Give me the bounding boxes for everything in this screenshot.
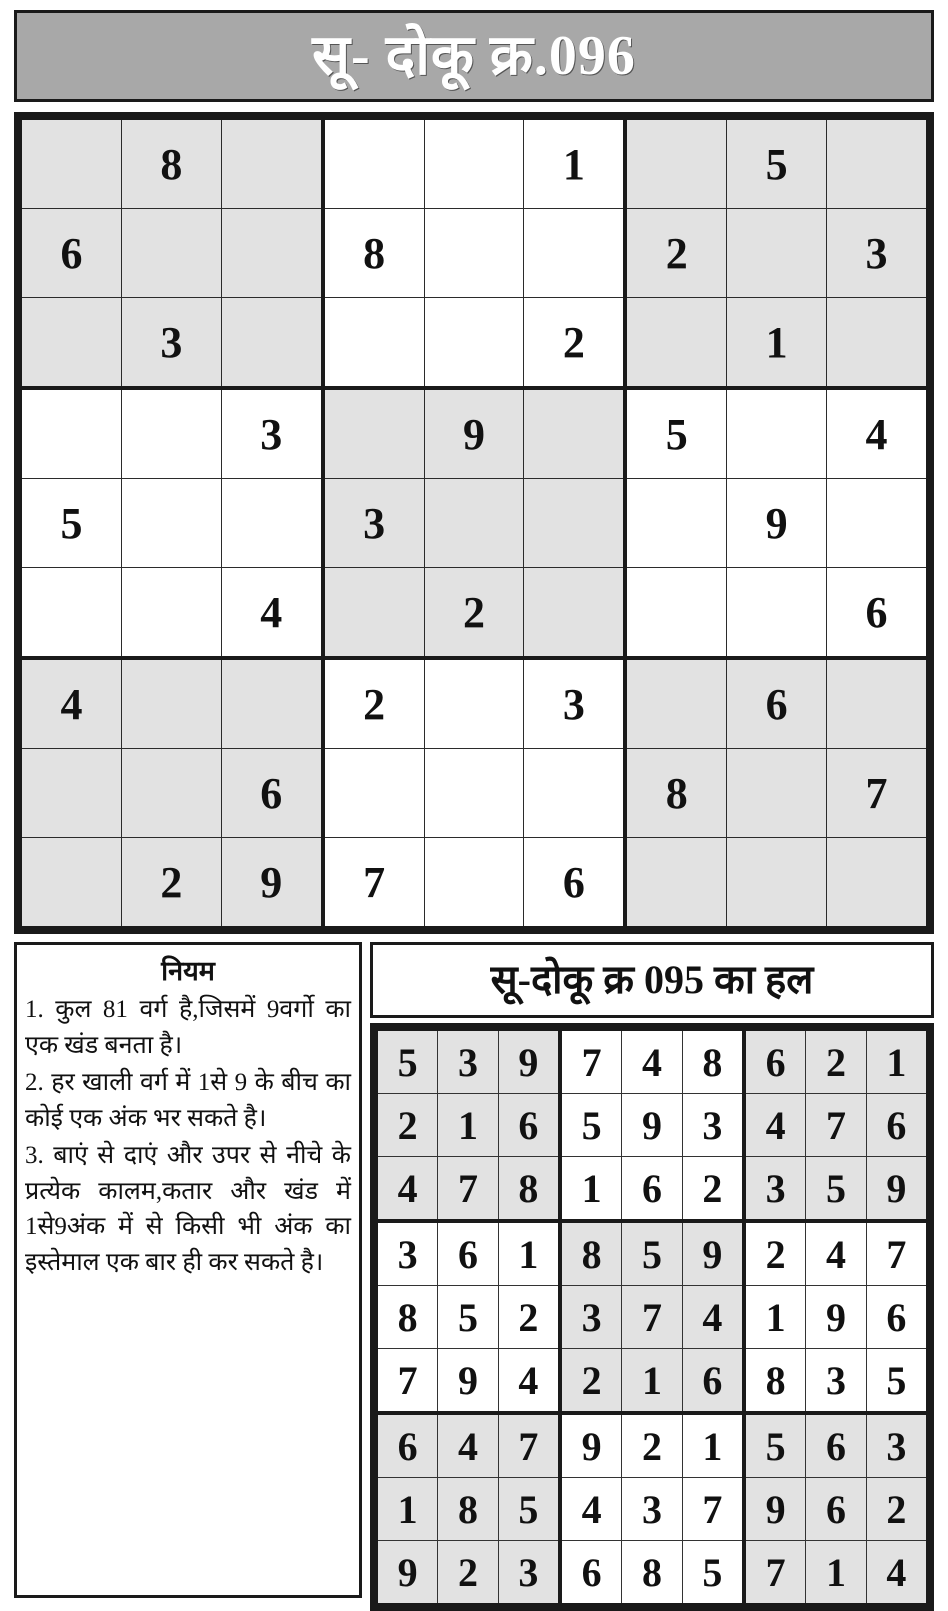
puzzle-cell[interactable] xyxy=(524,209,625,298)
solution-cell: 9 xyxy=(682,1221,744,1286)
solution-cell: 5 xyxy=(682,1541,744,1606)
solution-cell: 9 xyxy=(376,1541,438,1606)
puzzle-cell[interactable] xyxy=(424,838,524,929)
puzzle-cell[interactable] xyxy=(221,209,322,298)
puzzle-cell[interactable] xyxy=(20,838,121,929)
puzzle-cell[interactable] xyxy=(121,209,221,298)
puzzle-cell[interactable] xyxy=(121,479,221,568)
solution-cell: 2 xyxy=(806,1029,866,1094)
puzzle-cell[interactable] xyxy=(323,388,424,479)
puzzle-cell[interactable]: 1 xyxy=(727,298,827,389)
sudoku-row xyxy=(20,298,928,389)
solution-cell: 6 xyxy=(744,1029,806,1094)
solution-cell: 2 xyxy=(438,1541,498,1606)
solution-cell: 1 xyxy=(560,1157,622,1222)
puzzle-cell[interactable]: 3 xyxy=(827,209,928,298)
puzzle-cell[interactable] xyxy=(121,749,221,838)
solution-cell: 1 xyxy=(622,1349,682,1414)
solution-cell: 2 xyxy=(560,1349,622,1414)
solution-cell: 8 xyxy=(438,1478,498,1541)
sudoku-row xyxy=(376,1094,928,1157)
sudoku-row xyxy=(20,658,928,749)
solution-title-box xyxy=(370,942,934,1018)
puzzle-cell[interactable] xyxy=(221,298,322,389)
puzzle-cell[interactable] xyxy=(625,479,726,568)
puzzle-cell[interactable] xyxy=(524,479,625,568)
sudoku-row xyxy=(20,209,928,298)
puzzle-cell[interactable]: 3 xyxy=(524,658,625,749)
solution-cell: 1 xyxy=(438,1094,498,1157)
puzzle-cell[interactable]: 3 xyxy=(121,298,221,389)
puzzle-cell[interactable]: 2 xyxy=(625,209,726,298)
solution-cell: 4 xyxy=(806,1221,866,1286)
solution-cell: 8 xyxy=(560,1221,622,1286)
solution-cell: 6 xyxy=(866,1286,928,1349)
puzzle-cell[interactable]: 4 xyxy=(827,388,928,479)
puzzle-cell[interactable] xyxy=(827,658,928,749)
puzzle-cell[interactable] xyxy=(524,568,625,659)
puzzle-cell[interactable] xyxy=(20,388,121,479)
sudoku-row xyxy=(20,479,928,568)
solution-cell: 2 xyxy=(498,1286,560,1349)
sudoku-puzzle-grid[interactable] xyxy=(18,116,930,930)
puzzle-cell[interactable]: 1 xyxy=(524,118,625,209)
solution-panel xyxy=(370,942,934,1611)
solution-cell: 6 xyxy=(498,1094,560,1157)
puzzle-cell[interactable]: 2 xyxy=(524,298,625,389)
puzzle-cell[interactable] xyxy=(121,568,221,659)
puzzle-cell[interactable]: 5 xyxy=(20,479,121,568)
solution-cell: 9 xyxy=(866,1157,928,1222)
puzzle-cell[interactable] xyxy=(524,388,625,479)
solution-cell: 3 xyxy=(806,1349,866,1414)
solution-cell: 8 xyxy=(622,1541,682,1606)
solution-cell: 4 xyxy=(682,1286,744,1349)
puzzle-cell[interactable]: 4 xyxy=(221,568,322,659)
sudoku-row xyxy=(376,1478,928,1541)
sudoku-row xyxy=(20,838,928,929)
sudoku-row xyxy=(20,568,928,659)
solution-cell: 5 xyxy=(376,1029,438,1094)
solution-cell: 1 xyxy=(806,1541,866,1606)
puzzle-cell[interactable]: 6 xyxy=(727,658,827,749)
solution-cell: 3 xyxy=(560,1286,622,1349)
rules-panel xyxy=(14,942,362,1598)
puzzle-cell[interactable]: 7 xyxy=(323,838,424,929)
puzzle-cell[interactable]: 6 xyxy=(221,749,322,838)
puzzle-cell[interactable] xyxy=(424,749,524,838)
rule-item: 2. हर खाली वर्ग में 1से 9 के बीच का कोई एक अंक भर सकते है। xyxy=(25,1069,351,1132)
puzzle-cell[interactable]: 8 xyxy=(121,118,221,209)
solution-cell: 2 xyxy=(622,1413,682,1478)
puzzle-cell[interactable] xyxy=(827,298,928,389)
sudoku-row xyxy=(20,388,928,479)
page-title: सू- दोकू क्र.096 xyxy=(312,25,636,87)
solution-cell: 4 xyxy=(376,1157,438,1222)
puzzle-cell[interactable]: 3 xyxy=(323,479,424,568)
puzzle-cell[interactable]: 2 xyxy=(424,568,524,659)
solution-cell: 1 xyxy=(682,1413,744,1478)
solution-cell: 8 xyxy=(376,1286,438,1349)
puzzle-cell[interactable]: 2 xyxy=(323,658,424,749)
puzzle-cell[interactable]: 5 xyxy=(625,388,726,479)
solution-cell: 4 xyxy=(560,1478,622,1541)
rules-body xyxy=(25,992,351,1280)
puzzle-cell[interactable]: 7 xyxy=(827,749,928,838)
solution-cell: 9 xyxy=(498,1029,560,1094)
solution-cell: 9 xyxy=(806,1286,866,1349)
puzzle-cell[interactable] xyxy=(323,118,424,209)
puzzle-cell[interactable]: 5 xyxy=(727,118,827,209)
solution-cell: 3 xyxy=(376,1221,438,1286)
puzzle-cell[interactable]: 8 xyxy=(323,209,424,298)
solution-cell: 6 xyxy=(806,1478,866,1541)
solution-cell: 5 xyxy=(744,1413,806,1478)
solution-cell: 9 xyxy=(560,1413,622,1478)
solution-cell: 8 xyxy=(744,1349,806,1414)
puzzle-cell[interactable] xyxy=(221,118,322,209)
puzzle-cell[interactable] xyxy=(20,298,121,389)
solution-cell: 4 xyxy=(438,1413,498,1478)
lower-section xyxy=(14,942,934,1611)
puzzle-cell[interactable] xyxy=(727,209,827,298)
solution-cell: 7 xyxy=(560,1029,622,1094)
solution-cell: 1 xyxy=(498,1221,560,1286)
puzzle-cell[interactable] xyxy=(424,209,524,298)
puzzle-cell[interactable] xyxy=(323,749,424,838)
solution-cell: 7 xyxy=(866,1221,928,1286)
solution-cell: 9 xyxy=(622,1094,682,1157)
puzzle-cell[interactable]: 2 xyxy=(121,838,221,929)
sudoku-row xyxy=(20,118,928,209)
solution-cell: 3 xyxy=(622,1478,682,1541)
puzzle-cell[interactable] xyxy=(20,749,121,838)
rule-item: 1. कुल 81 वर्ग है,जिसमें 9वर्गो का एक खंड बनता है। xyxy=(25,996,351,1059)
solution-cell: 6 xyxy=(682,1349,744,1414)
puzzle-cell[interactable] xyxy=(625,118,726,209)
solution-cell: 6 xyxy=(560,1541,622,1606)
rules-title: नियम xyxy=(161,956,215,986)
solution-cell: 3 xyxy=(682,1094,744,1157)
puzzle-cell[interactable] xyxy=(524,749,625,838)
solution-cell: 7 xyxy=(806,1094,866,1157)
puzzle-cell[interactable] xyxy=(323,298,424,389)
puzzle-cell[interactable]: 4 xyxy=(20,658,121,749)
solution-cell: 4 xyxy=(498,1349,560,1414)
solution-cell: 1 xyxy=(376,1478,438,1541)
solution-cell: 3 xyxy=(866,1413,928,1478)
solution-cell: 7 xyxy=(744,1541,806,1606)
sudoku-row xyxy=(20,749,928,838)
solution-cell: 4 xyxy=(622,1029,682,1094)
solution-cell: 9 xyxy=(438,1349,498,1414)
solution-cell: 5 xyxy=(438,1286,498,1349)
sudoku-row xyxy=(376,1221,928,1286)
puzzle-cell[interactable] xyxy=(121,658,221,749)
sudoku-row xyxy=(376,1157,928,1222)
sudoku-row xyxy=(376,1349,928,1414)
puzzle-cell[interactable] xyxy=(827,118,928,209)
puzzle-cell[interactable] xyxy=(323,568,424,659)
puzzle-cell[interactable] xyxy=(827,838,928,929)
solution-cell: 3 xyxy=(498,1541,560,1606)
puzzle-cell[interactable]: 9 xyxy=(424,388,524,479)
solution-cell: 6 xyxy=(806,1413,866,1478)
puzzle-cell[interactable] xyxy=(221,479,322,568)
puzzle-cell[interactable]: 6 xyxy=(827,568,928,659)
solution-cell: 7 xyxy=(438,1157,498,1222)
puzzle-cell[interactable]: 8 xyxy=(625,749,726,838)
solution-cell: 4 xyxy=(866,1541,928,1606)
solution-cell: 8 xyxy=(682,1029,744,1094)
sudoku-solution-grid xyxy=(374,1027,930,1607)
solution-cell: 2 xyxy=(744,1221,806,1286)
puzzle-cell[interactable] xyxy=(20,568,121,659)
puzzle-cell[interactable]: 6 xyxy=(20,209,121,298)
solution-cell: 5 xyxy=(560,1094,622,1157)
puzzle-cell[interactable] xyxy=(424,658,524,749)
solution-cell: 7 xyxy=(622,1286,682,1349)
solution-cell: 6 xyxy=(866,1094,928,1157)
sudoku-row xyxy=(376,1029,928,1094)
puzzle-cell[interactable] xyxy=(424,298,524,389)
puzzle-cell[interactable]: 9 xyxy=(221,838,322,929)
solution-cell: 7 xyxy=(498,1413,560,1478)
puzzle-cell[interactable]: 6 xyxy=(524,838,625,929)
solution-grid-container xyxy=(370,1023,934,1611)
solution-cell: 3 xyxy=(744,1157,806,1222)
puzzle-cell[interactable] xyxy=(20,118,121,209)
puzzle-cell[interactable]: 9 xyxy=(727,479,827,568)
solution-cell: 5 xyxy=(622,1221,682,1286)
puzzle-cell[interactable] xyxy=(221,658,322,749)
puzzle-cell[interactable]: 3 xyxy=(221,388,322,479)
solution-cell: 6 xyxy=(376,1413,438,1478)
puzzle-cell[interactable] xyxy=(727,388,827,479)
puzzle-cell[interactable] xyxy=(727,749,827,838)
puzzle-grid-container xyxy=(14,112,934,934)
solution-cell: 2 xyxy=(682,1157,744,1222)
puzzle-cell[interactable] xyxy=(424,118,524,209)
solution-cell: 1 xyxy=(866,1029,928,1094)
solution-cell: 3 xyxy=(438,1029,498,1094)
rule-item: 3. बाएं से दाएं और उपर से नीचे के प्रत्येक कालम,कतार और खंड में 1से9अंक में से किसी भी अंक का इस्तेमाल एक बार ही कर सकते है। xyxy=(25,1142,351,1276)
solution-cell: 1 xyxy=(744,1286,806,1349)
puzzle-cell[interactable] xyxy=(625,658,726,749)
solution-cell: 2 xyxy=(866,1478,928,1541)
solution-cell: 9 xyxy=(744,1478,806,1541)
solution-title: सू-दोकू क्र 095 का हल xyxy=(490,957,814,1002)
puzzle-cell[interactable] xyxy=(727,838,827,929)
puzzle-cell[interactable] xyxy=(625,838,726,929)
puzzle-cell[interactable] xyxy=(625,568,726,659)
solution-cell: 8 xyxy=(498,1157,560,1222)
puzzle-cell[interactable] xyxy=(121,388,221,479)
solution-cell: 2 xyxy=(376,1094,438,1157)
header-banner xyxy=(14,10,934,102)
solution-cell: 7 xyxy=(376,1349,438,1414)
solution-cell: 6 xyxy=(438,1221,498,1286)
solution-cell: 5 xyxy=(806,1157,866,1222)
puzzle-cell[interactable] xyxy=(727,568,827,659)
puzzle-cell[interactable] xyxy=(827,479,928,568)
sudoku-row xyxy=(376,1286,928,1349)
solution-cell: 4 xyxy=(744,1094,806,1157)
solution-cell: 5 xyxy=(866,1349,928,1414)
puzzle-cell[interactable] xyxy=(424,479,524,568)
sudoku-row xyxy=(376,1541,928,1606)
sudoku-row xyxy=(376,1413,928,1478)
solution-cell: 6 xyxy=(622,1157,682,1222)
solution-cell: 5 xyxy=(498,1478,560,1541)
solution-cell: 7 xyxy=(682,1478,744,1541)
puzzle-cell[interactable] xyxy=(625,298,726,389)
